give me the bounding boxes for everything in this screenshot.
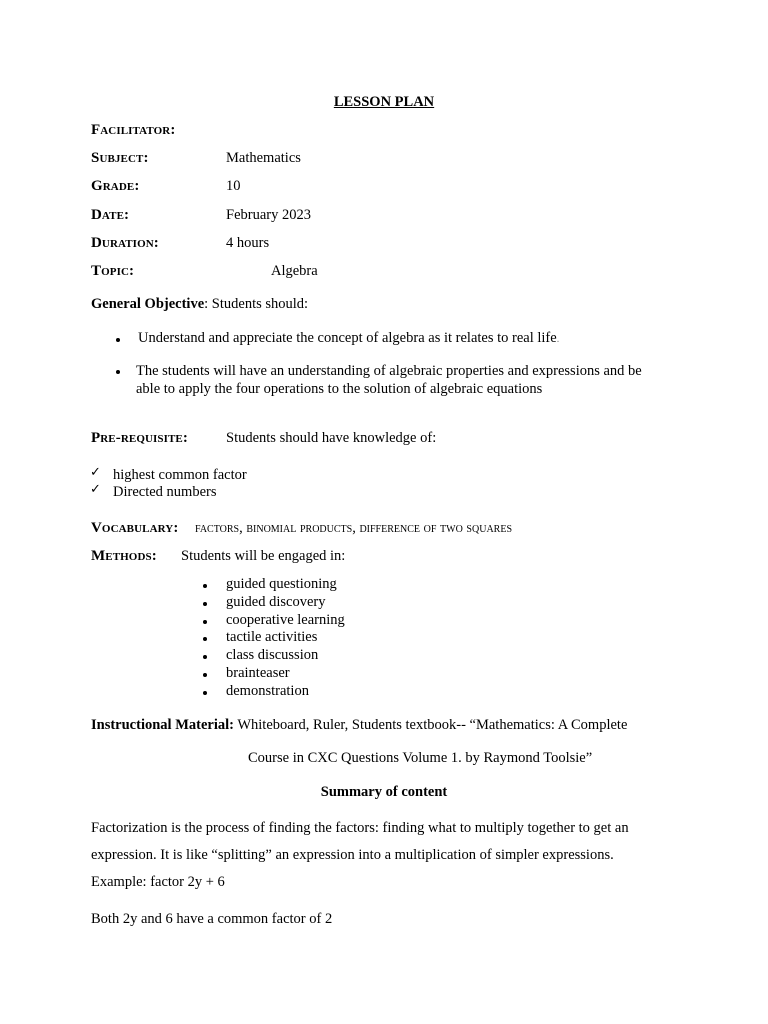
bullet-icon bbox=[116, 370, 120, 374]
checkmark-icon: ✓ bbox=[90, 482, 101, 497]
instructional-material-line-1: Whiteboard, Ruler, Students textbook-- “Mathematics: A Complete bbox=[237, 717, 628, 733]
summary-heading: Summary of content bbox=[320, 784, 448, 800]
method-item: tactile activities bbox=[226, 629, 318, 645]
checkmark-icon: ✓ bbox=[90, 465, 101, 480]
prerequisite-item-2: Directed numbers bbox=[113, 484, 217, 500]
topic-label: Topic: bbox=[91, 263, 135, 279]
summary-line-2: expression. It is like “splitting” an expression into a multiplication of simpler expressions. bbox=[91, 847, 614, 863]
instructional-material bbox=[91, 717, 627, 734]
method-item: cooperative learning bbox=[226, 612, 345, 628]
facilitator-label: Facilitator: bbox=[91, 122, 176, 138]
duration-label: Duration: bbox=[91, 235, 159, 251]
date-label: Date: bbox=[91, 207, 130, 223]
date-value: February 2023 bbox=[226, 207, 311, 223]
bullet-icon bbox=[203, 673, 207, 677]
summary-example: Example: factor 2y + 6 bbox=[91, 874, 225, 890]
subject-label: Subject: bbox=[91, 150, 149, 166]
objective-item-1: Understand and appreciate the concept of algebra as it relates to real life. bbox=[138, 330, 560, 346]
summary-common-factor: Both 2y and 6 have a common factor of 2 bbox=[91, 911, 333, 927]
grade-value: 10 bbox=[226, 178, 241, 194]
methods-text: Students will be engaged in: bbox=[181, 548, 346, 564]
method-item: class discussion bbox=[226, 647, 319, 663]
prerequisite-text: Students should have knowledge of: bbox=[226, 430, 437, 446]
methods-label: Methods: bbox=[91, 548, 157, 564]
grade-label: Grade: bbox=[91, 178, 140, 194]
method-item: guided questioning bbox=[226, 576, 337, 592]
bullet-icon bbox=[116, 338, 120, 342]
prerequisite-label: Pre-requisite: bbox=[91, 430, 188, 446]
topic-value: Algebra bbox=[271, 263, 318, 279]
duration-value: 4 hours bbox=[226, 235, 270, 251]
objective-item-2-line-2: able to apply the four operations to the solution of algebraic equations bbox=[136, 381, 543, 397]
method-item: guided discovery bbox=[226, 594, 326, 610]
bullet-icon bbox=[203, 602, 207, 606]
method-item: demonstration bbox=[226, 683, 309, 699]
summary-line-1: Factorization is the process of finding the factors: finding what to multiply together to get an bbox=[91, 820, 629, 836]
subject-value: Mathematics bbox=[226, 150, 301, 166]
instructional-material-line-2: Course in CXC Questions Volume 1. by Raymond Toolsie” bbox=[248, 750, 593, 766]
general-objective-text: : Students should: bbox=[204, 296, 309, 312]
bullet-icon bbox=[203, 620, 207, 624]
objective-item-2-line-1: The students will have an understanding of algebraic properties and expressions and be bbox=[136, 363, 642, 379]
page-title: LESSON PLAN bbox=[333, 94, 435, 110]
bullet-icon bbox=[203, 691, 207, 695]
general-objective bbox=[91, 296, 308, 313]
prerequisite-item-1: highest common factor bbox=[113, 467, 247, 483]
general-objective-label: General Objective bbox=[91, 296, 205, 312]
vocabulary-label: Vocabulary: bbox=[91, 520, 179, 536]
bullet-icon bbox=[203, 655, 207, 659]
method-item: brainteaser bbox=[226, 665, 290, 681]
instructional-material-label: Instructional Material: bbox=[91, 717, 234, 733]
bullet-icon bbox=[203, 584, 207, 588]
bullet-icon bbox=[203, 637, 207, 641]
vocabulary-text: factors, binomial products, difference of two squares bbox=[195, 520, 513, 536]
